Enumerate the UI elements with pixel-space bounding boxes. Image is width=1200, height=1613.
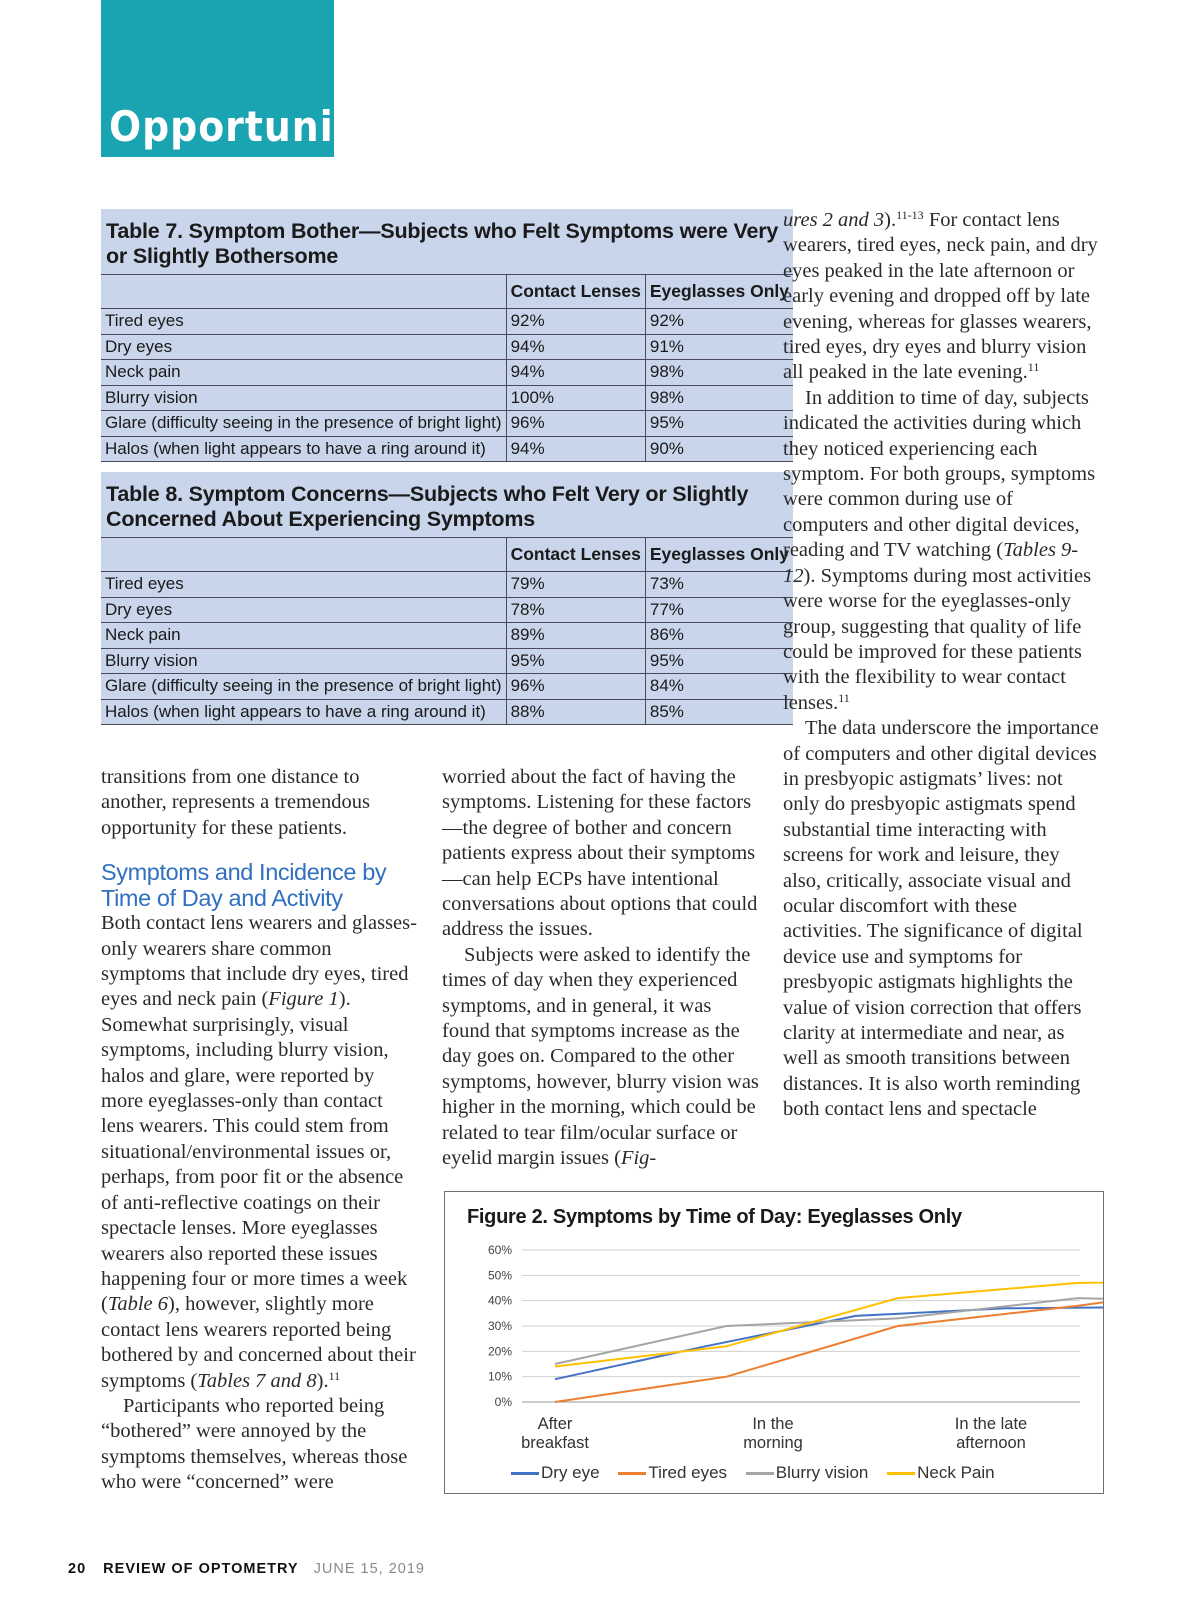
paragraph: ures 2 and 3).$^{11-13}$ For contact lens wearers, tired eyes, neck pain, and dry eyes peaked in the late afternoon or early evening and dropped off by late evening, whereas for glasses wearers, tired eyes, dry eyes and blurry vision all peaked in the late evening.$^{11}$ xyxy=(783,208,1098,384)
table-header-cell: Contact Lenses xyxy=(506,538,645,572)
table-cell: Dry eyes xyxy=(101,334,506,360)
table-cell: 98% xyxy=(645,360,793,386)
y-tick-label: 20% xyxy=(487,1344,512,1359)
legend-swatch xyxy=(887,1472,915,1475)
table-cell: 91% xyxy=(645,334,793,360)
series-line-tired-eyes xyxy=(555,1270,1103,1402)
citation: 11 xyxy=(838,690,850,705)
table-cell: 84% xyxy=(645,674,793,700)
table-cell: 96% xyxy=(506,674,645,700)
table-cell: Halos (when light appears to have a ring around it) xyxy=(101,699,506,725)
table-row xyxy=(101,597,793,623)
table-cell: 94% xyxy=(506,334,645,360)
section-heading: Symptoms and Incidence by Time of Day and Activity xyxy=(101,859,387,912)
paragraph: transitions from one distance to another, represents a tremendous opportunity for these patients. xyxy=(101,766,370,839)
table-row xyxy=(101,699,793,725)
table-cell: 100% xyxy=(506,385,645,411)
page-number: 20 xyxy=(68,1561,87,1577)
table-cell: 77% xyxy=(645,597,793,623)
table-cell: 98% xyxy=(645,385,793,411)
y-tick-label: 10% xyxy=(487,1369,512,1384)
table-header-cell xyxy=(101,538,506,572)
legend-swatch xyxy=(746,1472,774,1475)
paragraph: In addition to time of day, subjects indicated the activities during which they noticed experiencing each symptom. For both groups, symptoms were common during use of computers and other digital devices, reading and TV watching (Tables 9-12). Symptoms during most activities were worse for the eyeglasses-only group, suggesting that quality of life could be improved for these patients with the flexibility to wear contact lenses.$^{11}$ xyxy=(783,386,1096,714)
chart-legend xyxy=(511,1463,1009,1483)
x-tick-label: After xyxy=(537,1415,573,1433)
table-cell: 92% xyxy=(645,309,793,335)
text-column-2 xyxy=(442,765,760,1172)
table-reference: Table 6 xyxy=(107,1293,169,1316)
text-column-1 xyxy=(101,765,419,1496)
paragraph: worried about the fact of having the symptoms. Listening for these factors—the degree of bother and concern patients express about their symptoms—can help ECPs have intentional conversations about options that could address the issues. xyxy=(442,766,758,941)
paragraph: Subjects were asked to identify the times of day when they experienced symptoms, and in general, it was found that symptoms increase as the day goes on. Compared to the other symptoms, however, blurry vision was higher in the morning, which could be related to tear film/ocular surface or eyelid margin issues (Fig- xyxy=(442,943,759,1170)
table-header-cell: Eyeglasses Only xyxy=(645,538,793,572)
table-7-title: Table 7. Symptom Bother—Subjects who Felt Symptoms were Very or Slightly Bothersome xyxy=(101,209,793,274)
table-cell: 95% xyxy=(645,648,793,674)
table-reference: Tables 7 and 8 xyxy=(197,1369,317,1392)
section-banner xyxy=(101,0,379,157)
x-tick-label: morning xyxy=(743,1434,803,1452)
citation: 11-13 xyxy=(896,208,924,222)
table-cell: Tired eyes xyxy=(101,572,506,598)
series-line-neck-pain xyxy=(555,1280,1103,1366)
y-tick-label: 0% xyxy=(494,1395,512,1409)
section-label: Opportunity xyxy=(109,102,379,151)
table-8 xyxy=(101,472,793,725)
x-tick-label: In the xyxy=(752,1415,794,1433)
x-tick-label: breakfast xyxy=(521,1434,589,1452)
table-8-title: Table 8. Symptom Concerns—Subjects who Felt Very or Slightly Concerned About Experiencing Symptoms xyxy=(101,472,793,537)
x-tick-label: In the late xyxy=(954,1415,1028,1433)
issue-date: JUNE 15, 2019 xyxy=(313,1561,425,1577)
figure-reference: Figure 1 xyxy=(268,988,339,1011)
legend-item: Tired eyes xyxy=(618,1463,727,1483)
table-row xyxy=(101,385,793,411)
table-cell: Halos (when light appears to have a ring around it) xyxy=(101,436,506,462)
paragraph: Participants who reported being “bothered” were annoyed by the symptoms themselves, whereas those who were “concerned” were xyxy=(101,1394,408,1494)
table-cell: 78% xyxy=(506,597,645,623)
figure-reference: Fig- xyxy=(620,1147,657,1170)
y-tick-label: 60% xyxy=(487,1243,512,1257)
paragraph: Both contact lens wearers and glasses-only wearers share common symptoms that include dry eyes, tired eyes and neck pain (Figure 1). Somewhat surprisingly, visual symptoms, including blurry vision, halos and glare, were reported by more eyeglasses-only than contact lens wearers. This could stem from situational/environmental issues or, perhaps, from poor fit or the absence of anti-reflective coatings on their spectacle lenses. More eyeglasses wearers also reported these issues happening four or more times a week (Table 6), however, slightly more contact lens wearers reported being bothered by and concerned about their symptoms (Tables 7 and 8).$^{11}$ xyxy=(101,912,417,1392)
table-cell: Blurry vision xyxy=(101,648,506,674)
table-cell: 92% xyxy=(506,309,645,335)
table-header-cell xyxy=(101,275,506,309)
publication-name: REVIEW OF OPTOMETRY xyxy=(103,1561,299,1577)
paragraph: The data underscore the importance of computers and other digital devices in presbyopic astigmats’ lives: not only do presbyopic astigmats spend substantial time interacting with screens for work and leisure, they also, critically, associate visual and ocular discomfort with these activities. The significance of digital device use and symptoms for presbyopic astigmats highlights the value of vision correction that offers clarity at intermediate and near, as well as smooth transitions between distances. It is also worth reminding both contact lens and spectacle xyxy=(783,717,1099,1121)
legend-swatch xyxy=(618,1472,646,1475)
legend-item: Blurry vision xyxy=(746,1463,869,1483)
table-row xyxy=(101,309,793,335)
table-row xyxy=(101,411,793,437)
legend-swatch xyxy=(511,1472,539,1475)
legend-item: Neck Pain xyxy=(887,1463,994,1483)
table-row xyxy=(101,623,793,649)
table-cell: Blurry vision xyxy=(101,385,506,411)
table-cell: 86% xyxy=(645,623,793,649)
table-row xyxy=(101,436,793,462)
chart-title: Figure 2. Symptoms by Time of Day: Eyeglasses Only xyxy=(467,1206,962,1228)
table-cell: Tired eyes xyxy=(101,309,506,335)
y-tick-label: 30% xyxy=(487,1319,512,1333)
table-cell: 85% xyxy=(645,699,793,725)
legend-item: Dry eye xyxy=(511,1463,600,1483)
table-row xyxy=(101,648,793,674)
table-cell: Neck pain xyxy=(101,360,506,386)
table-cell: 90% xyxy=(645,436,793,462)
table-cell: 95% xyxy=(645,411,793,437)
table-reference: Tables 9-12 xyxy=(783,539,1079,587)
y-tick-label: 40% xyxy=(487,1293,512,1308)
x-tick-label: afternoon xyxy=(956,1434,1026,1452)
citation: 11 xyxy=(328,1368,341,1383)
table-row xyxy=(101,360,793,386)
table-row xyxy=(101,674,793,700)
table-cell: Dry eyes xyxy=(101,597,506,623)
y-tick-label: 50% xyxy=(487,1268,512,1283)
table-cell: 73% xyxy=(645,572,793,598)
table-cell: Glare (difficulty seeing in the presence of bright light) xyxy=(101,411,506,437)
table-cell: 96% xyxy=(506,411,645,437)
table-header-cell: Eyeglasses Only xyxy=(645,275,793,309)
table-7 xyxy=(101,209,793,462)
table-header-cell: Contact Lenses xyxy=(506,275,645,309)
table-cell: 95% xyxy=(506,648,645,674)
table-cell: 88% xyxy=(506,699,645,725)
figure-2-chart xyxy=(444,1191,1104,1494)
chart-plot xyxy=(445,1192,1103,1462)
figure-reference: ures 2 and 3 xyxy=(783,209,885,231)
table-row xyxy=(101,334,793,360)
table-cell: 79% xyxy=(506,572,645,598)
table-cell: Neck pain xyxy=(101,623,506,649)
table-cell: 94% xyxy=(506,360,645,386)
table-cell: 89% xyxy=(506,623,645,649)
citation: 11 xyxy=(1027,360,1040,375)
table-cell: Glare (difficulty seeing in the presence of bright light) xyxy=(101,674,506,700)
text-column-3 xyxy=(783,208,1101,1123)
table-cell: 94% xyxy=(506,436,645,462)
page-footer xyxy=(68,1561,425,1577)
table-row xyxy=(101,572,793,598)
